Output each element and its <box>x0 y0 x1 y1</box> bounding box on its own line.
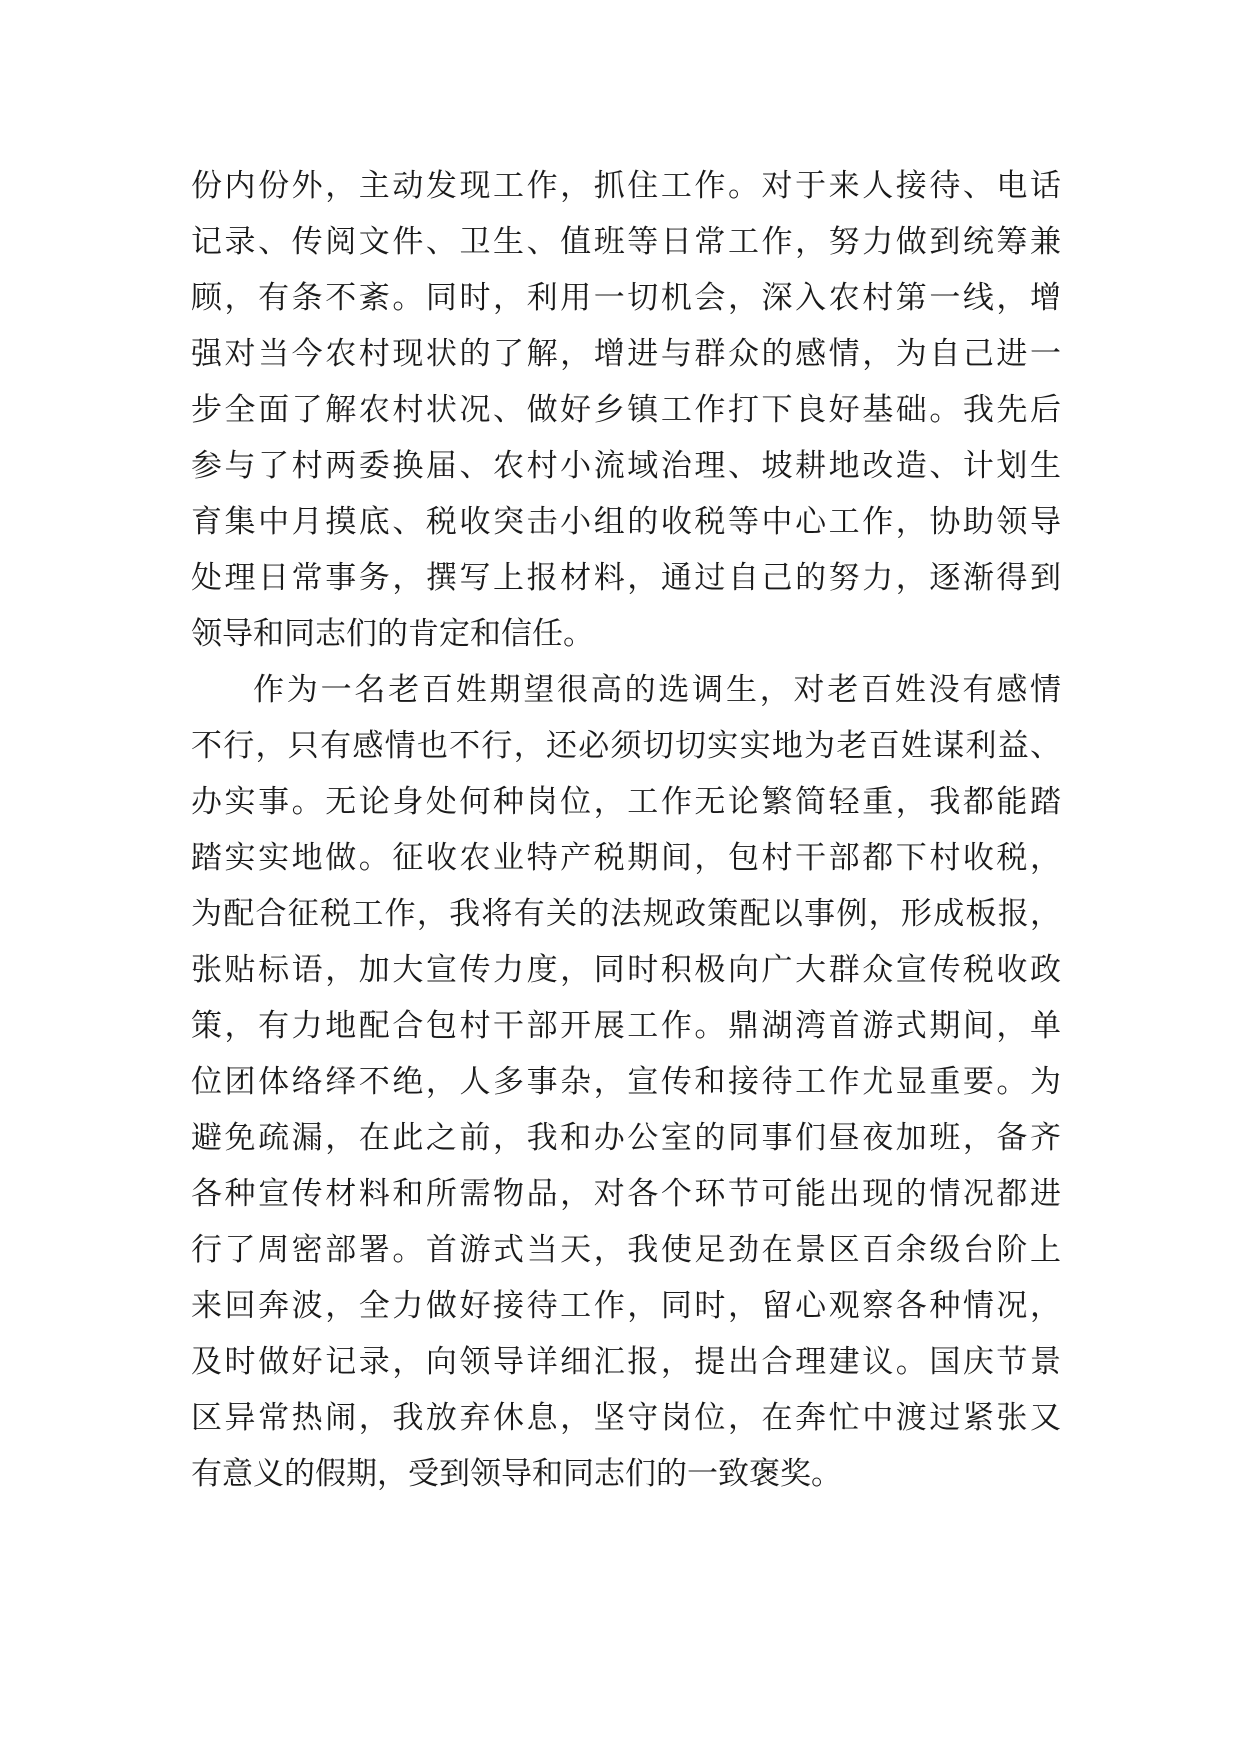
paragraph-2-line-13: 及时做好记录，向领导详细汇报，提出合理建议。国庆节景 <box>191 1344 1061 1380</box>
paragraph-2-line-4: 踏实实地做。征收农业特产税期间，包村干部都下村收税， <box>191 840 1061 876</box>
paragraph-2-line-10: 各种宣传材料和所需物品，对各个环节可能出现的情况都进 <box>191 1176 1061 1212</box>
paragraph-1-line-2: 记录、传阅文件、卫生、值班等日常工作，努力做到统筹兼 <box>191 224 1061 260</box>
body-text <box>191 158 1061 1502</box>
paragraph-2-line-2: 不行，只有感情也不行，还必须切切实实地为老百姓谋利益、 <box>191 728 1061 764</box>
paragraph-1-line-6: 参与了村两委换届、农村小流域治理、坡耕地改造、计划生 <box>191 448 1061 484</box>
paragraph-1-line-4: 强对当今农村现状的了解，增进与群众的感情，为自己进一 <box>191 336 1061 372</box>
paragraph-2-line-14: 区异常热闹，我放弃休息，坚守岗位，在奔忙中渡过紧张又 <box>191 1400 1061 1436</box>
paragraph-2-line-7: 策，有力地配合包村干部开展工作。鼎湖湾首游式期间，单 <box>191 1008 1061 1044</box>
paragraph-2-line-1: 作为一名老百姓期望很高的选调生，对老百姓没有感情 <box>253 672 1061 708</box>
paragraph-2-line-3: 办实事。无论身处何种岗位，工作无论繁简轻重，我都能踏 <box>191 784 1061 820</box>
paragraph-2-line-9: 避免疏漏，在此之前，我和办公室的同事们昼夜加班，备齐 <box>191 1120 1061 1156</box>
paragraph-2-line-8: 位团体络绎不绝，人多事杂，宣传和接待工作尤显重要。为 <box>191 1064 1061 1100</box>
paragraph-2-line-5: 为配合征税工作，我将有关的法规政策配以事例，形成板报， <box>191 896 1061 932</box>
paragraph-2-line-6: 张贴标语，加大宣传力度，同时积极向广大群众宣传税收政 <box>191 952 1061 988</box>
paragraph-1-line-9: 领导和同志们的肯定和信任。 <box>191 616 594 652</box>
paragraph-2-line-11: 行了周密部署。首游式当天，我使足劲在景区百余级台阶上 <box>191 1232 1061 1268</box>
paragraph-1-line-5: 步全面了解农村状况、做好乡镇工作打下良好基础。我先后 <box>191 392 1061 428</box>
paragraph-2-line-12: 来回奔波，全力做好接待工作，同时，留心观察各种情况， <box>191 1288 1061 1324</box>
paragraph-1-line-3: 顾，有条不紊。同时，利用一切机会，深入农村第一线，增 <box>191 280 1061 316</box>
paragraph-1-line-7: 育集中月摸底、税收突击小组的收税等中心工作，协助领导 <box>191 504 1061 540</box>
paragraph-1-line-8: 处理日常事务，撰写上报材料，通过自己的努力，逐渐得到 <box>191 560 1061 596</box>
paragraph-1-line-1: 份内份外，主动发现工作，抓住工作。对于来人接待、电话 <box>191 168 1061 204</box>
paragraph-2-line-15: 有意义的假期，受到领导和同志们的一致褒奖。 <box>191 1456 842 1492</box>
